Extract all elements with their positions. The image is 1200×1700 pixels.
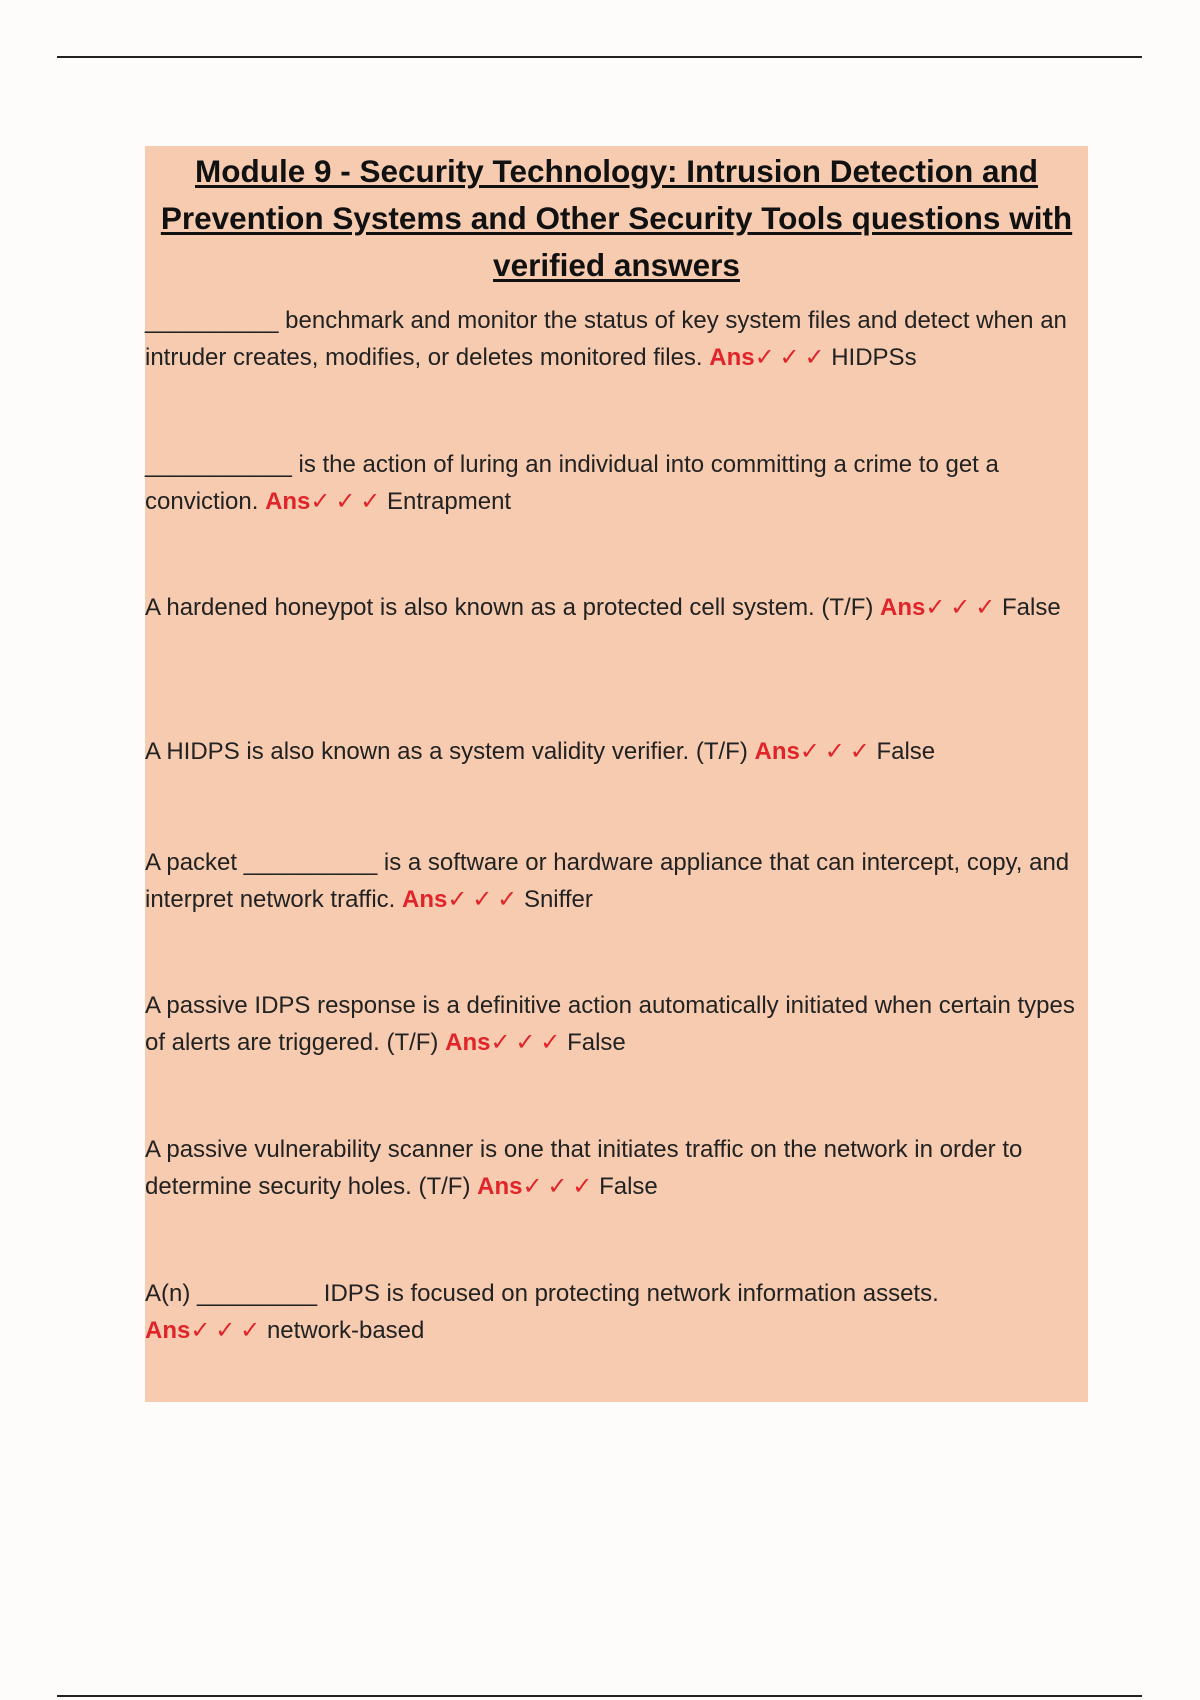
answer-text: False xyxy=(567,1029,626,1056)
answer-marker: Ans xyxy=(265,488,311,515)
answer-marker: Ans xyxy=(880,594,926,621)
answer-marker: Ans xyxy=(754,738,800,765)
document-title: Module 9 - Security Technology: Intrusion Detection and Prevention Systems and Other Security Tools questions with verified answers xyxy=(160,153,1073,283)
question-text: A hardened honeypot is also known as a protected cell system. (T/F) xyxy=(145,594,874,621)
check-marks: ✓ ✓ ✓ xyxy=(190,1317,261,1344)
answer-marker: Ans xyxy=(477,1173,523,1200)
check-marks: ✓ ✓ ✓ xyxy=(310,488,381,515)
answer-text: Sniffer xyxy=(523,886,593,913)
answer-marker: Ans xyxy=(709,344,755,371)
question-text: A HIDPS is also known as a system validity verifier. (T/F) xyxy=(145,738,748,765)
answer-text: False xyxy=(876,738,936,765)
check-marks: ✓ ✓ ✓ xyxy=(925,594,996,621)
qa-item xyxy=(145,987,1088,1061)
check-marks: ✓ ✓ ✓ xyxy=(447,886,518,913)
answer-text: Entrapment xyxy=(387,488,512,515)
qa-item xyxy=(145,302,1088,376)
check-marks: ✓ ✓ ✓ xyxy=(799,738,870,765)
qa-item xyxy=(145,733,1088,770)
answer-marker: Ans xyxy=(402,886,448,913)
question-text: A(n) _________ IDPS is focused on protecting network information assets. xyxy=(145,1280,939,1307)
check-marks: ✓ ✓ ✓ xyxy=(754,344,825,371)
qa-item xyxy=(145,589,1088,626)
qa-item xyxy=(145,1131,1088,1205)
qa-item xyxy=(145,1275,1088,1349)
question-text: __________ benchmark and monitor the status of key system files and detect when an intruder creates, modifies, or deletes monitored files. xyxy=(145,307,1067,371)
header-rule xyxy=(57,56,1142,58)
check-marks: ✓ ✓ ✓ xyxy=(490,1029,561,1056)
answer-text: HIDPSs xyxy=(831,344,917,371)
check-marks: ✓ ✓ ✓ xyxy=(522,1173,593,1200)
answer-marker: Ans xyxy=(445,1029,491,1056)
question-text: ___________ is the action of luring an individual into committing a crime to get a conviction. xyxy=(145,451,999,515)
content-panel xyxy=(145,146,1088,1402)
question-text: A packet __________ is a software or hardware appliance that can intercept, copy, and interpret network traffic. xyxy=(145,849,1070,913)
answer-text: False xyxy=(599,1173,658,1200)
qa-item xyxy=(145,844,1088,918)
question-text: A passive IDPS response is a definitive action automatically initiated when certain types of alerts are triggered. (T/F) xyxy=(145,992,1075,1056)
answer-text: False xyxy=(1002,594,1061,621)
qa-item xyxy=(145,446,1088,520)
answer-text: network-based xyxy=(266,1317,425,1344)
question-text: A passive vulnerability scanner is one that initiates traffic on the network in order to determine security holes. (T/F) xyxy=(145,1136,1023,1200)
footer-rule xyxy=(57,1695,1142,1697)
answer-marker: Ans xyxy=(145,1317,191,1344)
